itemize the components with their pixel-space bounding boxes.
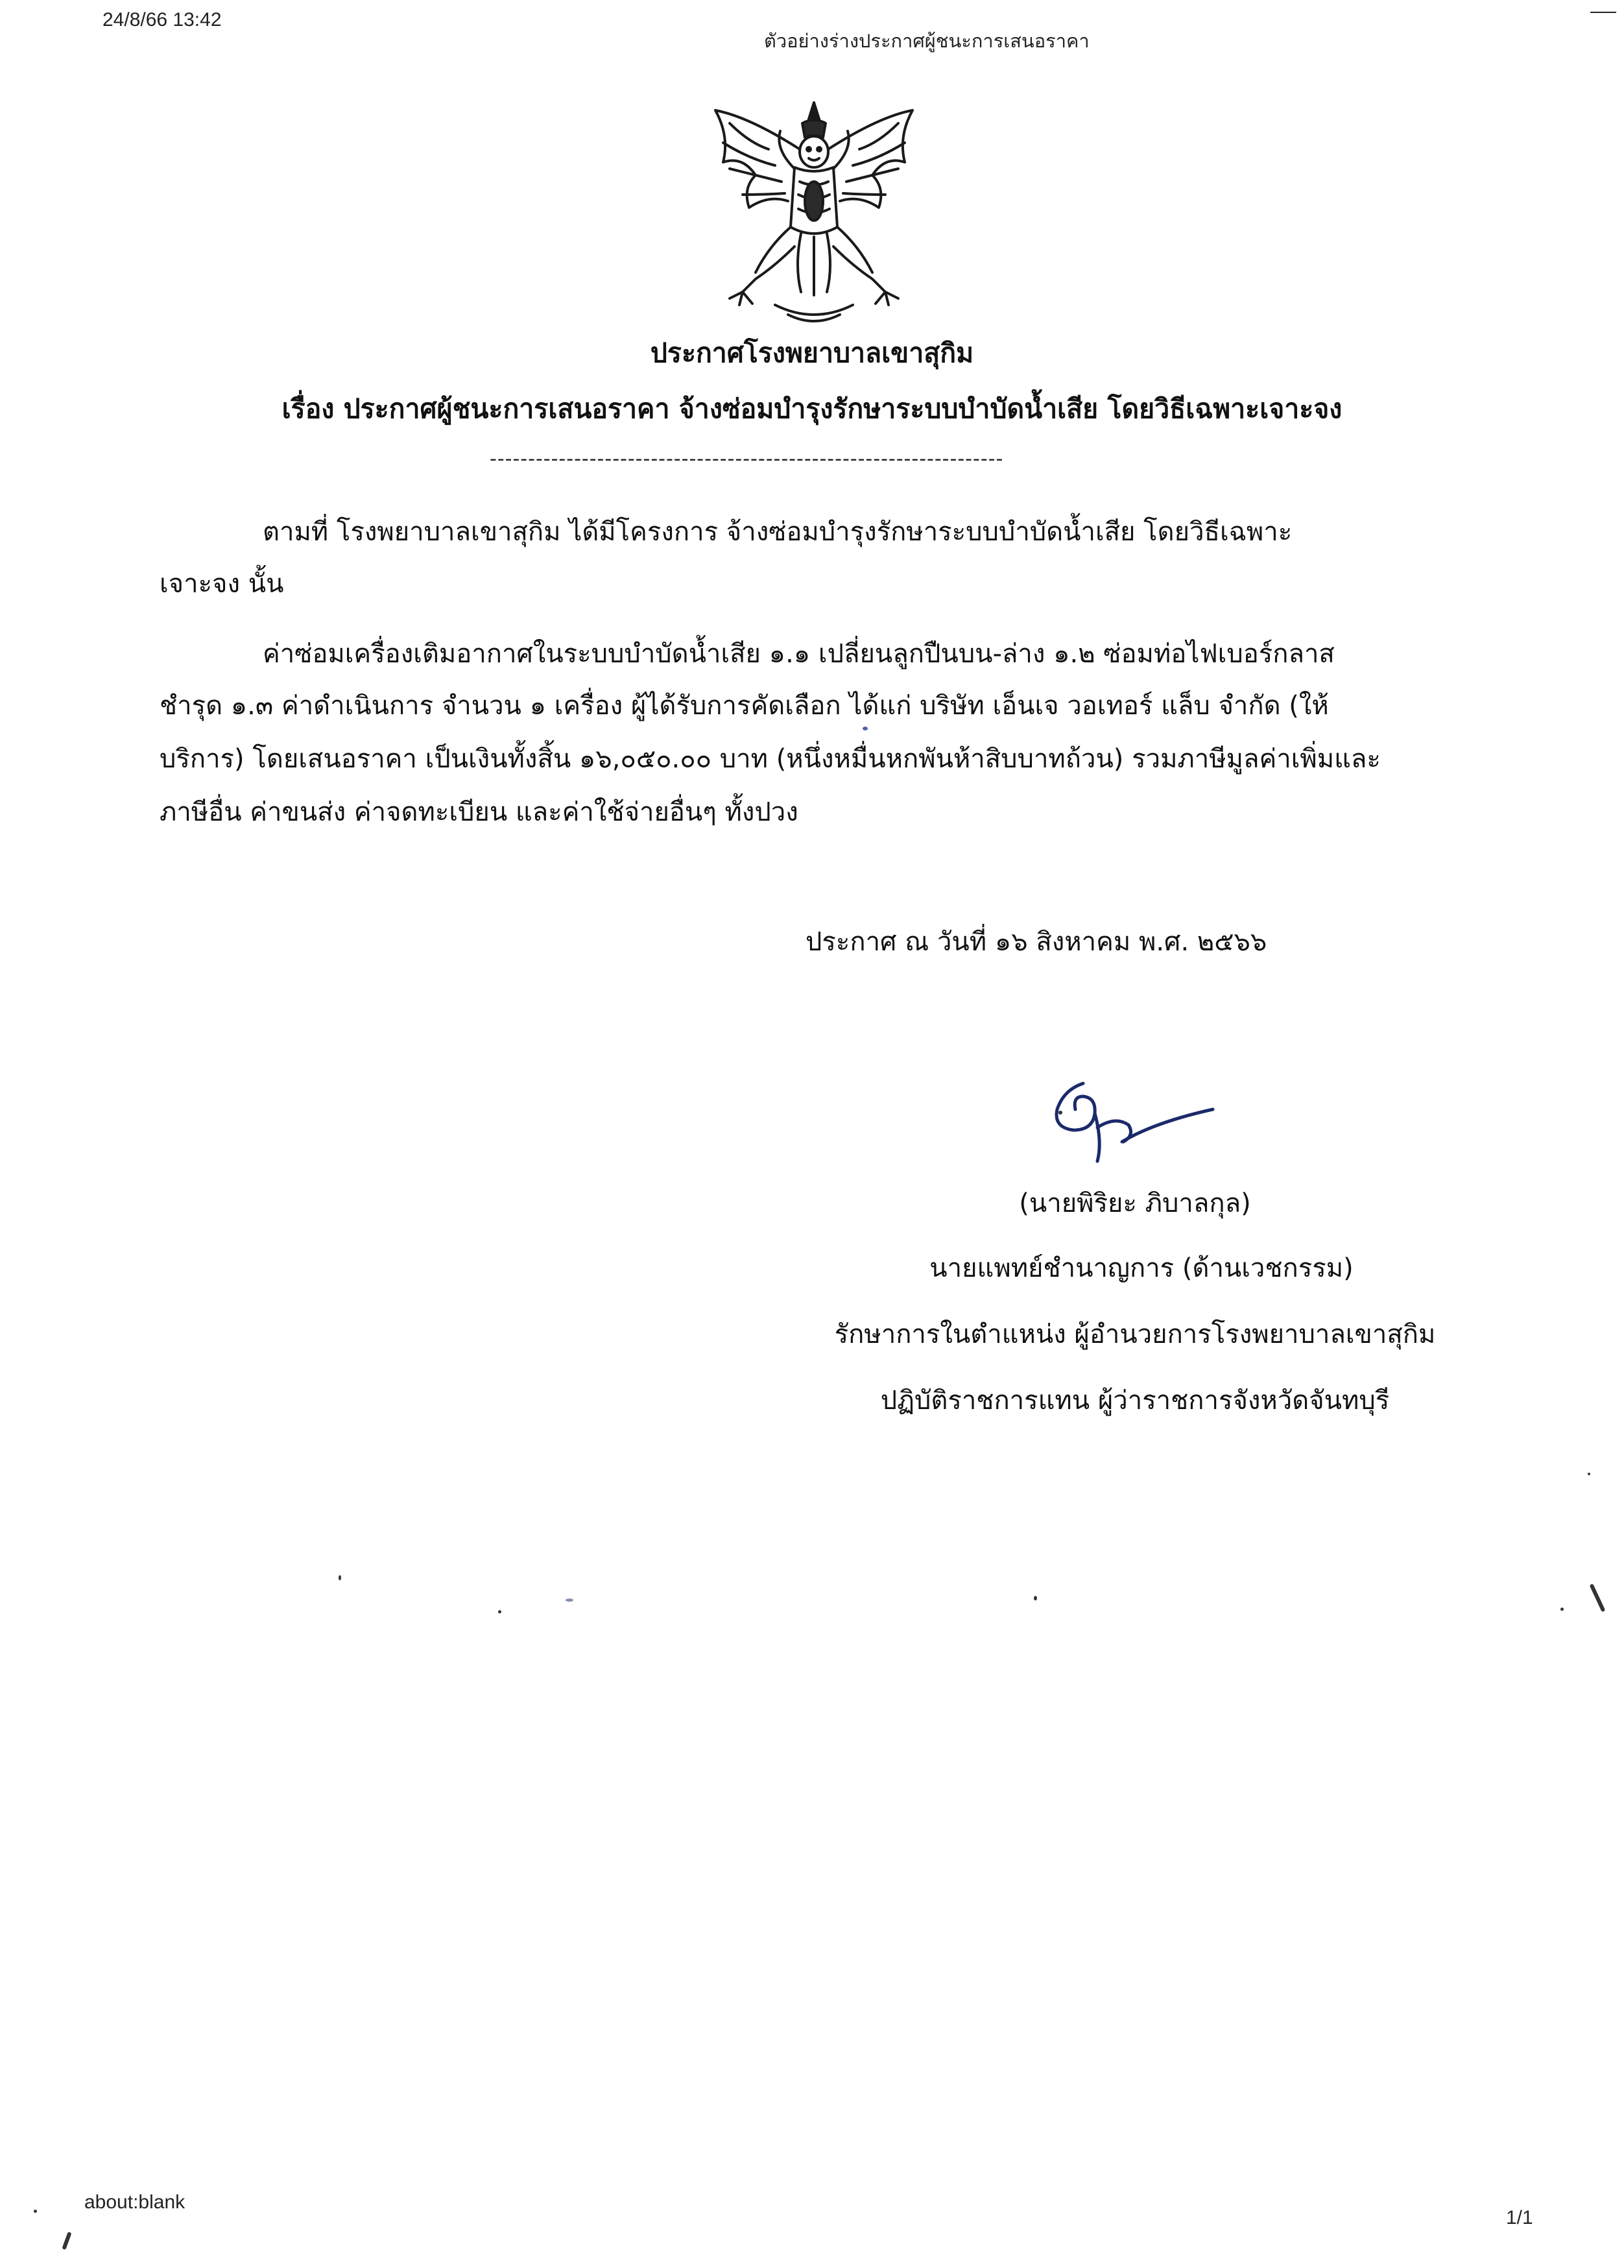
signature-icon — [1038, 1070, 1219, 1174]
scan-speck — [1034, 1596, 1037, 1600]
scan-speck — [1560, 1608, 1564, 1611]
print-url: about:blank — [84, 2191, 185, 2213]
announcement-title: ประกาศโรงพยาบาลเขาสุกิม — [650, 337, 974, 368]
signatory-position-1: นายแพทย์ชำนาญการ (ด้านเวชกรรม) — [929, 1253, 1354, 1283]
scan-speck — [498, 1610, 501, 1613]
paragraph-2-line-2: ชำรุด ๑.๓ ค่าดำเนินการ จำนวน ๑ เครื่อง ผู้ได้รับการคัดเลือก ได้แก่ บริษัท เอ็นเจ วอเทอร์ แล็บ จำกัด (ให้ — [160, 691, 1329, 721]
paragraph-2-line-3: บริการ) โดยเสนอราคา เป็นเงินทั้งสิ้น ๑๖,๐๕๐.๐๐ บาท (หนึ่งหมื่นหกพันห้าสิบบาทถ้วน) รวมภาษีมูลค่าเพิ่มและ — [160, 744, 1381, 774]
scan-speck — [566, 1598, 573, 1602]
paragraph-2-line-4: ภาษีอื่น ค่าขนส่ง ค่าจดทะเบียน และค่าใช้จ่ายอื่นๆ ทั้งปวง — [160, 797, 798, 827]
garuda-emblem-icon — [704, 97, 924, 331]
signatory-position-3: ปฏิบัติราชการแทน ผู้ว่าราชการจังหวัดจันทบุรี — [880, 1386, 1390, 1416]
scan-speck — [1590, 1584, 1606, 1612]
print-datetime: 24/8/66 13:42 — [102, 9, 222, 30]
signatory-name: (นายพิริยะ ภิบาลกุล) — [1019, 1188, 1251, 1218]
print-page-number: 1/1 — [1506, 2207, 1533, 2228]
paragraph-1-line-2: เจาะจง นั้น — [160, 569, 284, 599]
paragraph-2-line-1: ค่าซ่อมเครื่องเติมอากาศในระบบบำบัดน้ำเสีย ๑.๑ เปลี่ยนลูกปืนบน-ล่าง ๑.๒ ซ่อมท่อไฟเบอร์กลาส — [263, 639, 1335, 669]
scan-speck — [1588, 1473, 1590, 1475]
scan-speck — [34, 2210, 37, 2213]
header-edge-line — [1590, 12, 1616, 13]
title-divider: ------------------------------------------------------------------- — [490, 448, 1004, 470]
scan-speck — [1058, 1111, 1062, 1115]
print-page-title: ตัวอย่างร่างประกาศผู้ชนะการเสนอราคา — [764, 31, 1090, 52]
paragraph-1-line-1: ตามที่ โรงพยาบาลเขาสุกิม ได้มีโครงการ จ้างซ่อมบำรุงรักษาระบบบำบัดน้ำเสีย โดยวิธีเฉพาะ — [263, 517, 1293, 547]
scan-speck — [62, 2232, 71, 2250]
announcement-subject: เรื่อง ประกาศผู้ชนะการเสนอราคา จ้างซ่อมบำรุงรักษาระบบบำบัดน้ำเสีย โดยวิธีเฉพาะเจาะจง — [281, 393, 1343, 424]
announcement-date: ประกาศ ณ วันที่ ๑๖ สิงหาคม พ.ศ. ๒๕๖๖ — [806, 927, 1267, 957]
scan-speck — [339, 1575, 341, 1580]
scan-speck — [863, 727, 868, 730]
signatory-position-2: รักษาการในตำแหน่ง ผู้อำนวยการโรงพยาบาลเขาสุกิม — [834, 1320, 1436, 1349]
